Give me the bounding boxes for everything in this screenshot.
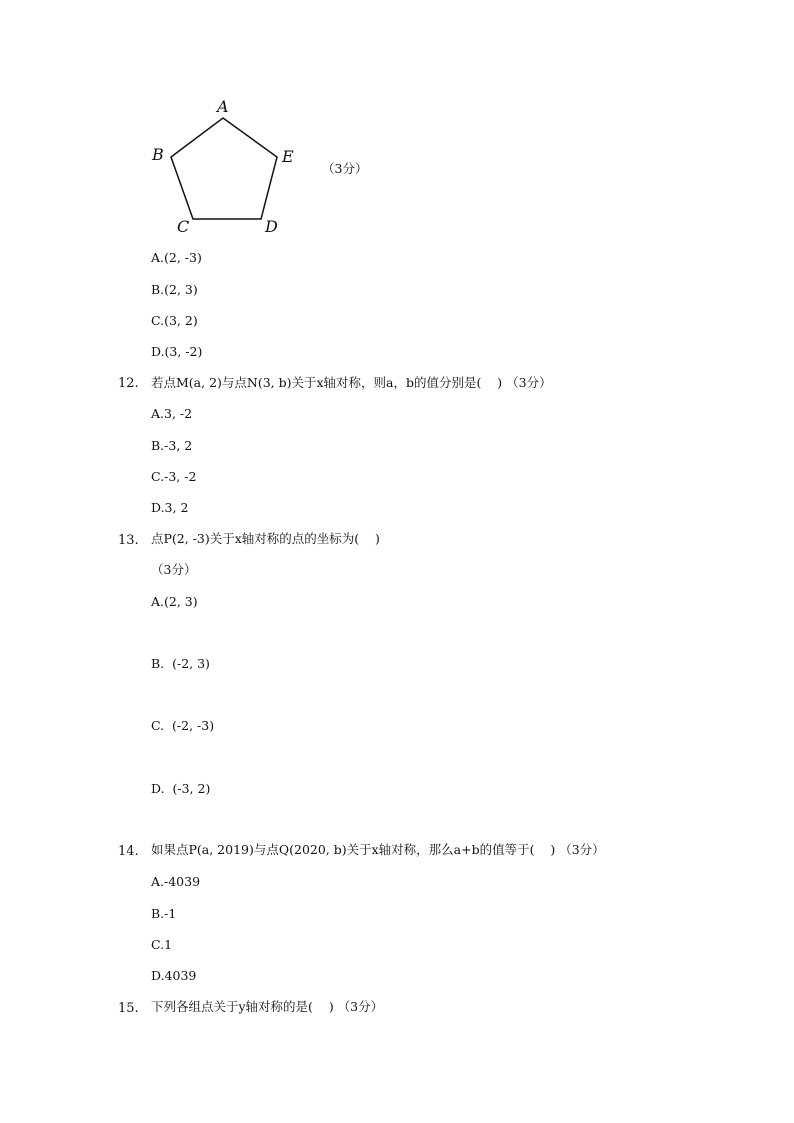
question-12-number: 12. xyxy=(118,376,139,391)
vertex-label-e: E xyxy=(282,147,294,166)
vertex-label-b: B xyxy=(152,145,164,164)
q13-option-d: D. (-3, 2) xyxy=(151,781,211,796)
q12-option-b: B.-3, 2 xyxy=(151,438,193,453)
question-15-number: 15. xyxy=(118,1001,139,1016)
question-13-points: （3分） xyxy=(151,562,197,577)
q14-option-c: C.1 xyxy=(151,937,173,952)
question-12-text: 若点M(a, 2)与点N(3, b)关于x轴对称，则a，b的值分别是( ) （3分） xyxy=(151,375,552,390)
pentagon-diagram xyxy=(148,96,308,236)
q12-option-c: C.-3, -2 xyxy=(151,469,197,484)
q11-option-c: C.(3, 2) xyxy=(151,313,198,328)
q13-option-b: B. (-2, 3) xyxy=(151,656,210,671)
question-15-text: 下列各组点关于y轴对称的是( ) （3分） xyxy=(151,999,384,1014)
vertex-label-c: C xyxy=(177,217,190,236)
q13-option-c: C. (-2, -3) xyxy=(151,718,215,733)
q11-option-a: A.(2, -3) xyxy=(151,250,202,265)
q14-option-d: D.4039 xyxy=(151,968,197,983)
q14-option-b: B.-1 xyxy=(151,906,177,921)
vertex-label-a: A xyxy=(217,97,229,116)
question-13-number: 13. xyxy=(118,533,139,548)
question-13-text: 点P(2, -3)关于x轴对称的点的坐标为( ) xyxy=(151,531,380,546)
vertex-label-d: D xyxy=(265,217,278,236)
pentagon-figure xyxy=(148,96,308,236)
pentagon-shape xyxy=(171,118,277,219)
question-14-number: 14. xyxy=(118,844,139,859)
q13-option-a: A.(2, 3) xyxy=(151,594,198,609)
question-11-points: （3分） xyxy=(322,161,368,176)
q14-option-a: A.-4039 xyxy=(151,874,201,889)
q12-option-a: A.3, -2 xyxy=(151,406,193,421)
q11-option-d: D.(3, -2) xyxy=(151,344,203,359)
q11-option-b: B.(2, 3) xyxy=(151,282,198,297)
q12-option-d: D.3, 2 xyxy=(151,500,189,515)
question-14-text: 如果点P(a, 2019)与点Q(2020, b)关于x轴对称，那么a+b的值等于( ) （3分） xyxy=(151,842,605,857)
